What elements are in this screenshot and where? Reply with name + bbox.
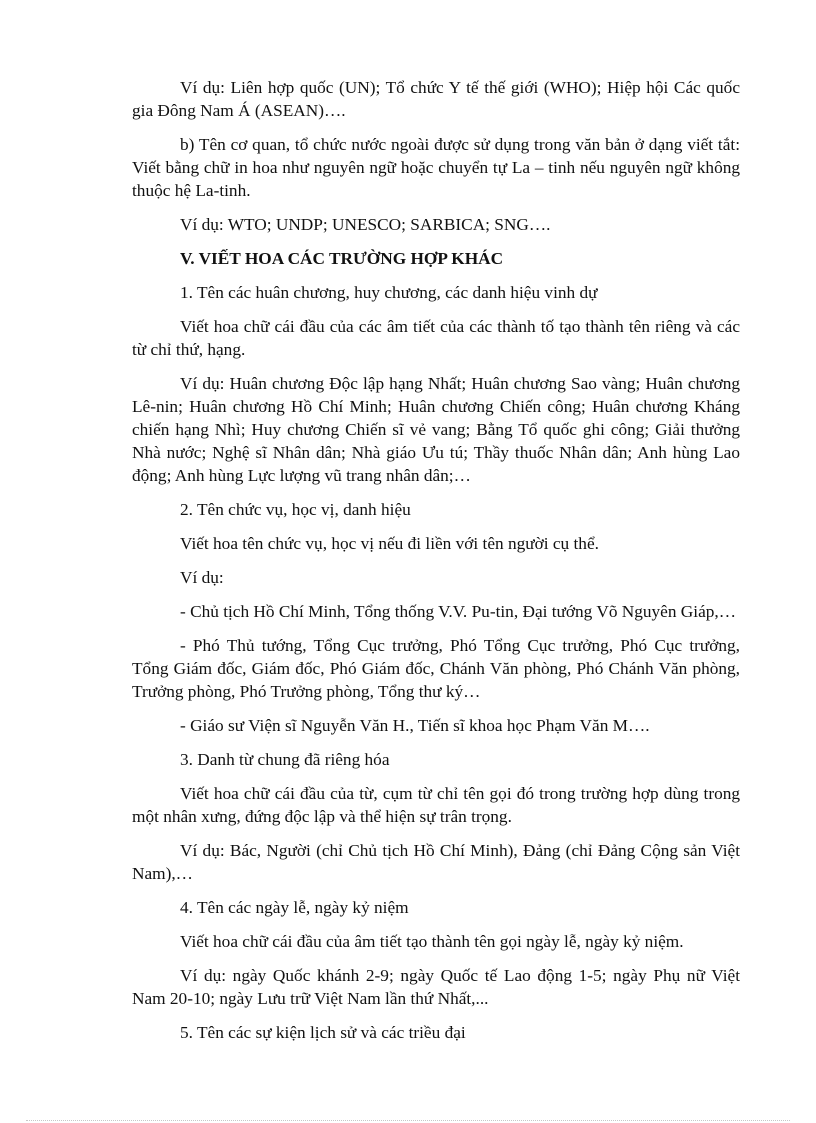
rule-paragraph: b) Tên cơ quan, tổ chức nước ngoài được sử dụng trong văn bản ở dạng viết tắt: Viết bằng chữ in hoa như nguyên ngữ hoặc chuyển tự La – tinh nếu nguyên ngữ không thuộc hệ La-tinh. [132,135,740,200]
example-list-item: - Chủ tịch Hồ Chí Minh, Tổng thống V.V. Pu-tin, Đại tướng Võ Nguyên Giáp,… [180,602,737,621]
subsection-title: 5. Tên các sự kiện lịch sử và các triều đại [180,1023,466,1042]
rule-paragraph: Viết hoa chữ cái đầu của các âm tiết của các thành tố tạo thành tên riêng và các từ chỉ thứ, hạng. [132,317,740,359]
example-label: Ví dụ: [180,568,224,587]
section-heading: V. VIẾT HOA CÁC TRƯỜNG HỢP KHÁC [180,249,504,268]
subsection-title: 4. Tên các ngày lễ, ngày kỷ niệm [180,898,409,917]
example-list-item: - Giáo sư Viện sĩ Nguyễn Văn H., Tiến sĩ khoa học Phạm Văn M…. [180,716,650,735]
example-paragraph: Ví dụ: WTO; UNDP; UNESCO; SARBICA; SNG…. [180,215,551,234]
subsection-title: 3. Danh từ chung đã riêng hóa [180,750,390,769]
example-paragraph: Ví dụ: Huân chương Độc lập hạng Nhất; Huân chương Sao vàng; Huân chương Lê-nin; Huân chương Hồ Chí Minh; Huân chương Chiến công; Huân chương Kháng chiến hạng Nhì; Huy chương Chiến sĩ vẻ vang; Bằng Tổ quốc ghi công; Giải thưởng Nhà nước; Nghệ sĩ Nhân dân; Nhà giáo Ưu tú; Thầy thuốc Nhân dân; Anh hùng Lao động; Anh hùng Lực lượng vũ trang nhân dân;… [132,374,740,485]
example-paragraph: Ví dụ: Bác, Người (chỉ Chủ tịch Hồ Chí Minh), Đảng (chỉ Đảng Cộng sản Việt Nam),… [132,841,740,883]
document-body [132,76,740,1055]
example-paragraph: Ví dụ: ngày Quốc khánh 2-9; ngày Quốc tế Lao động 1-5; ngày Phụ nữ Việt Nam 20-10; ngày Lưu trữ Việt Nam lần thứ Nhất,... [132,966,740,1008]
page-bottom-divider [26,1120,790,1121]
subsection-title: 1. Tên các huân chương, huy chương, các danh hiệu vinh dự [180,283,598,302]
rule-paragraph: Viết hoa chữ cái đầu của từ, cụm từ chỉ tên gọi đó trong trường hợp dùng trong một nhân xưng, đứng độc lập và thể hiện sự trân trọng. [132,784,740,826]
rule-paragraph: Viết hoa tên chức vụ, học vị nếu đi liền với tên người cụ thể. [180,534,599,553]
subsection-title: 2. Tên chức vụ, học vị, danh hiệu [180,500,411,519]
rule-paragraph: Viết hoa chữ cái đầu của âm tiết tạo thành tên gọi ngày lễ, ngày kỷ niệm. [180,932,684,951]
example-list-item: - Phó Thủ tướng, Tổng Cục trưởng, Phó Tổng Cục trưởng, Phó Cục trưởng, Tổng Giám đốc, Giám đốc, Phó Giám đốc, Chánh Văn phòng, Phó Chánh Văn phòng, Trưởng phòng, Phó Trưởng phòng, Tổng thư ký… [132,636,740,701]
example-paragraph: Ví dụ: Liên hợp quốc (UN); Tổ chức Y tế thế giới (WHO); Hiệp hội Các quốc gia Đông Nam Á (ASEAN)…. [132,78,740,120]
